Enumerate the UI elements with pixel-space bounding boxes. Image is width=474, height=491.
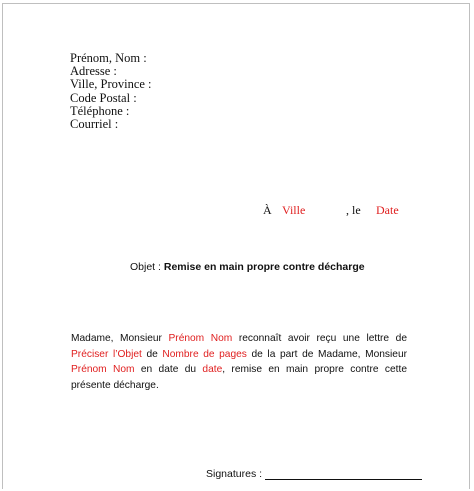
object-placeholder: Préciser l’Objet <box>71 348 142 360</box>
body-text-1: Madame, Monsieur <box>71 333 169 344</box>
recipient-name-placeholder: Prénom Nom <box>168 333 233 344</box>
body-text-3: de <box>141 348 163 360</box>
sender-postal-line: Code Postal : <box>70 90 137 105</box>
body-text-4: de la part de Madame, Monsieur <box>246 348 408 360</box>
sender-block <box>70 52 152 131</box>
sender-email-line: Courriel : <box>70 117 119 132</box>
signature-line <box>265 479 422 480</box>
body-text-6: , remise en main propre contre cette présente décharge. <box>71 364 407 391</box>
sender-city-line: Ville, Province : <box>70 77 152 92</box>
date-placeholder: Date <box>376 203 399 217</box>
page-count-placeholder: Nombre de pages <box>162 348 247 360</box>
sender-name-line: Prénom, Nom : <box>70 51 147 65</box>
letter-date-placeholder: date <box>202 364 223 375</box>
sender-address-line: Adresse : <box>70 64 117 79</box>
subject-prefix: Objet : <box>130 261 161 273</box>
body-text-5: en date du <box>134 364 203 375</box>
sender-phone-line: Téléphone : <box>70 103 130 118</box>
subject-title: Remise en main propre contre décharge <box>163 261 365 273</box>
subject-line <box>130 261 365 273</box>
place-prefix: À <box>263 203 272 217</box>
city-placeholder: Ville <box>282 203 306 217</box>
signatures-label: Signatures : <box>206 468 263 480</box>
body-text-2: reconnaît avoir reçu une lettre de <box>232 333 407 344</box>
sender-name-placeholder: Prénom Nom <box>71 364 135 375</box>
body-paragraph <box>71 331 407 393</box>
date-connector: , le <box>346 203 361 217</box>
